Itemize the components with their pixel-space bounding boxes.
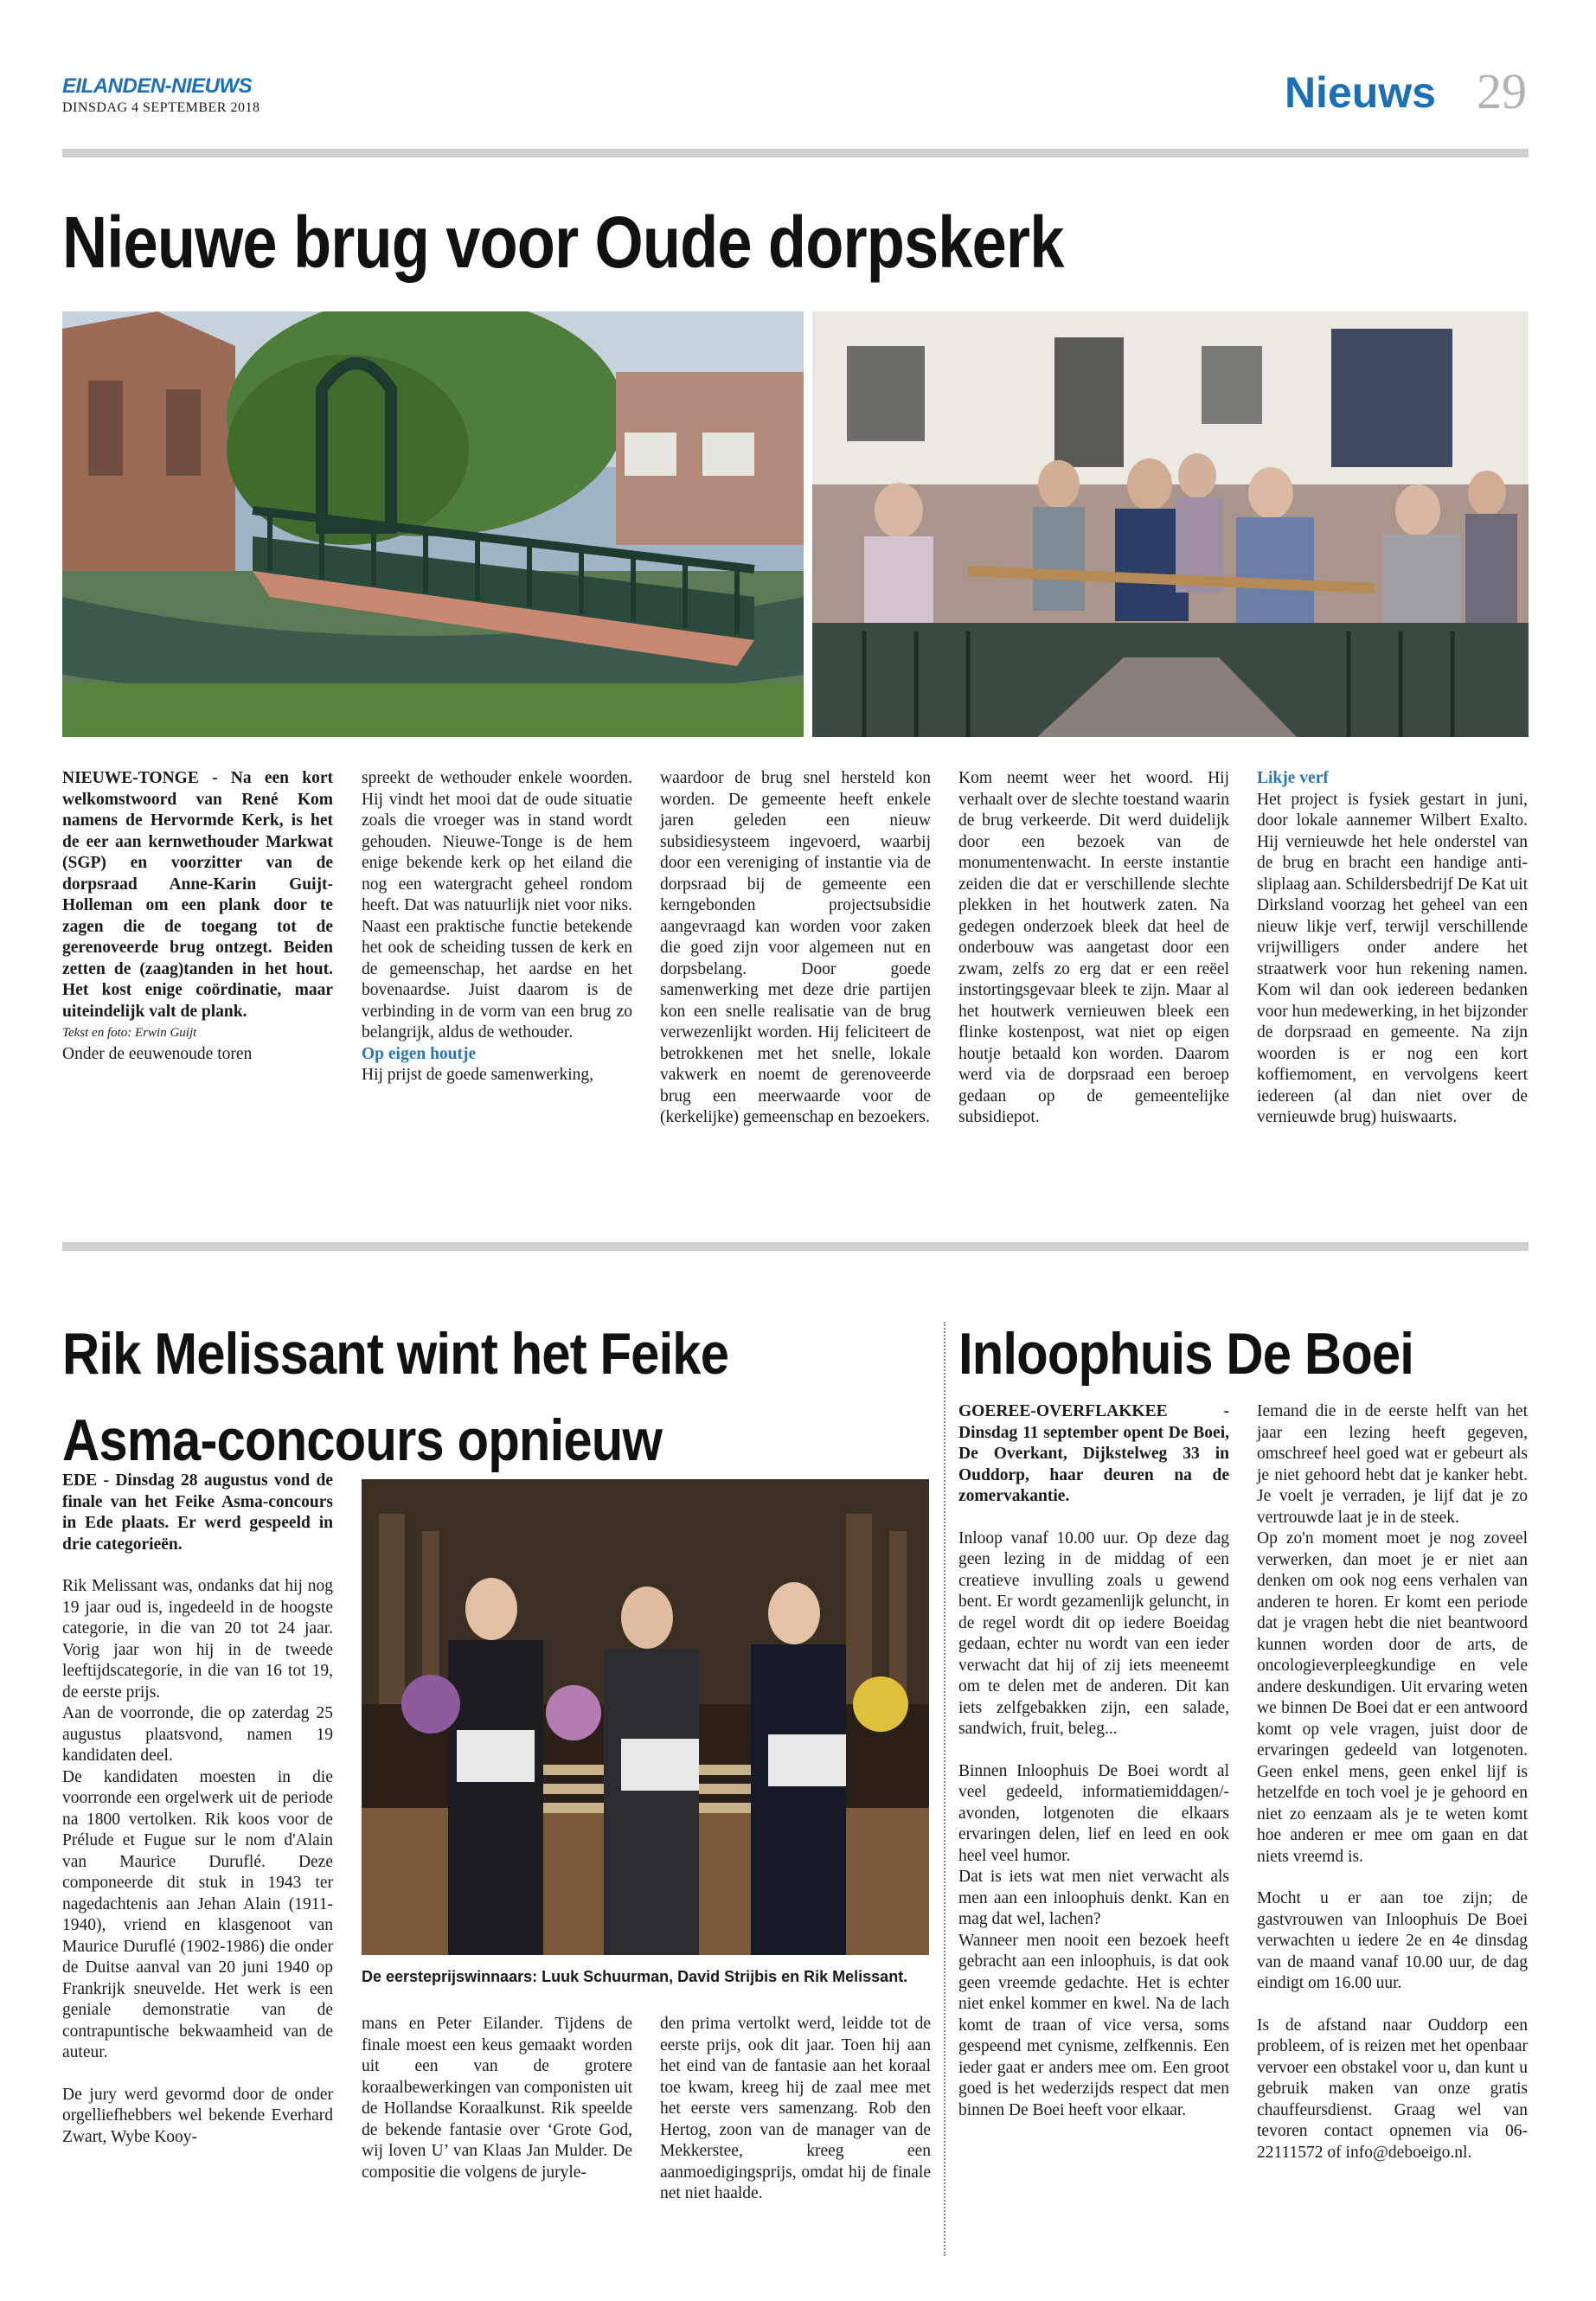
article2-p3: De kandidaten moesten in die voorronde een orgelwerk uit de periode na 1800 vertolken. Rik koos voor de Prélude et Fugue sur le nom d'Alain van Maurice Duruflé. Deze componeerde dit stuk in 1943 ter nagedachtenis aan Jehan Alain (1911-1940), vriend en klasgenoot van Maurice Duruflé (1902-1986) die onder de Duitse aanval van 20 juni 1940 op Frankrijk sneuvelde. Het werk is een geniale demonstratie van de contrapuntische bekwaamheid van de auteur. [62, 1767, 333, 2061]
article1-lead: NIEUWE-TONGE - Na een kort welkomstwoord van René Kom namens de Hervormde Kerk, is het de eer aan kernwethouder Markwat (SGP) en voorzitter van de dorpsraad Anne-Karin Guijt-Holleman om een plank door te zagen die de toegang tot de gerenoveerde brug ontzegt. Beiden zetten de (zaag)tanden in het hout. Het kost enige coördinatie, maar uiteindelijk valt de plank. [62, 769, 333, 1021]
article3-p3: Dat is iets wat men niet verwacht als men aan een inloophuis denkt. Kan en mag dat wel, lachen? [958, 1868, 1229, 1928]
ceremony-photo [812, 311, 1529, 737]
article3-column-2 [1257, 1401, 1528, 2163]
article2-col3-text: den prima vertolkt werd, leidde tot de eerste prijs, ook dit jaar. Toen hij aan het eind van de fantasie aan het koraal toe kwam, kreeg hij de zaal mee met het eerste vers samenzang. Rob den Hertog, zoon van de manager van de Mekkerstee, kreeg een aanmoedigingsprijs, omdat hij de finale net niet haalde. [660, 2015, 931, 2202]
article1-col2-text2: Hij prijst de goede samenwerking, [362, 1066, 594, 1084]
article3-p6: Op zo'n moment moet je nog zoveel verwerken, dan moet je er niet aan denken om ook nog eens verhalen van anderen te horen. Er komt een periode dat je vragen hebt die niet beantwoord kunnen worden door de arts, de oncologieverpleegkundige en vele andere deskundigen. Uit ervaring weten we binnen De Boei dat er een antwoord komt op vele vragen, juist door de ervaringen gedeeld van lotgenoten. Geen enkel mens, geen enkel lijf is hetzelfde en toch voel je je gehoord en niet zo eenzaam als je te weten komt hoe anderen er mee om gaan en dat niets vreemd is. [1257, 1529, 1528, 1866]
column-separator [944, 1322, 945, 2256]
article1-col1-text: Onder de eeuwenoude toren [62, 1044, 253, 1063]
article3-p1: Inloop vanaf 10.00 uur. Op deze dag geen lezing in de middag of een creatieve invulling zoals u gewend bent. Er wordt gezamenlijk geluncht, in de regel wordt dit op iedere Boeidag gedaan, echter nu wordt van een ieder verwacht dat hij of zij iets meeneemt om te delen met de anderen. Dit kan iets zelfgebakken zijn, een salade, sandwich, fruit, beleg... [958, 1529, 1229, 1738]
publication-date: DINSDAG 4 SEPTEMBER 2018 [62, 100, 260, 115]
article3-lead: GOEREE-OVERFLAKKEE - Dinsdag 11 september opent De Boei, De Overkant, Dijkstelweg 33 in Ouddorp, haar deuren na de zomervakantie. [958, 1402, 1229, 1505]
article3-p7: Mocht u er aan toe zijn; de gastvrouwen van Inloophuis De Boei verwachten u iedere 2e en 4e dinsdag van de maand vanaf 10.00 uur, de dag eindigt om 16.00 uur. [1257, 1889, 1528, 1992]
article2-p2: Aan de voorronde, die op zaterdag 25 augustus plaatsvond, namen 19 kandidaten deel. [62, 1704, 333, 1765]
article2-column-3 [660, 2014, 931, 2205]
article3-p2: Binnen Inloophuis De Boei wordt al veel gedeeld, informatiemiddagen/-avonden, lotgenoten die elkaars ervaringen delen, lief en leed en ook heel veel humor. [958, 1761, 1229, 1865]
article3-p8: Is de afstand naar Ouddorp een probleem, of is reizen met het openbaar vervoer een obstakel voor u, dan kunt u gebruik maken van onze gratis chauffeursdienst. Graag wel van tevoren contact opnemen via 06-22111572 of info@deboeigo.nl. [1257, 2016, 1528, 2162]
article1-column-1 [62, 768, 333, 1065]
page-number: 29 [1477, 63, 1527, 119]
article3-p4: Wanneer men nooit een bezoek heeft gebracht aan een inloophuis, is dat ook geen vreemde gedachte. Het is echter niet enkel kommer en kwel. Na de lach komt de traan of vice versa, soms gespeend met cynisme, zelfkennis. Een ieder gaat er anders mee om. Een groot goed is het wederzijds respect dat men binnen De Boei heeft voor elkaar. [958, 1931, 1229, 2119]
bridge-photo [62, 311, 804, 737]
article1-col5-text: Het project is fysiek gestart in juni, door lokale aannemer Wilbert Exalto. Hij vernieuwde het hele onderstel van de brug en bracht een handige anti-sliplaag aan. Schildersbedrijf De Kat uit Dirksland voorzag het geheel van een nieuw likje verf, terwijl verschillende vrijwilligers onder andere het straatwerk voor hun rekening namen. Kom wil dan ook iedereen bedanken voor hun medewerking, in het bijzonder de dorpsraad en gemeente. Na zijn woorden is er nog een kort koffiemoment, en vervolgens keert iedereen (al dan niet over de vernieuwde brug) huiswaarts. [1257, 790, 1528, 1126]
header-rule [62, 149, 1529, 157]
article1-headline: Nieuwe brug voor Oude dorpskerk [62, 202, 1064, 283]
article2-column-2 [362, 2014, 632, 2183]
article1-column-2 [362, 768, 632, 1086]
article1-subhead-houtje: Op eigen houtje [362, 1044, 477, 1063]
article1-col3-text: waardoor de brug snel hersteld kon worden. De gemeente heeft enkele jaren geleden een nieuw subsidiesysteem ingevoerd, waarbij door een vereniging of instantie via de dorpsraad bij de gemeente een kerngebonden projectsubsidie aangevraagd kan worden voor zaken die goed zijn voor algemeen nut en dorpsbelang. Door goede samenwerking met deze drie partijen kon een snelle realisatie van de brug verwezenlijkt worden. Hij feliciteert de betrokkenen met het snelle, lokale vakwerk en noemt de gerenoveerde brug een meerwaarde voor de (kerkelijke) gemeenschap en bezoekers. [660, 769, 931, 1126]
article2-col2-text: mans en Peter Eilander. Tijdens de finale moest een keus gemaakt worden uit een van de grotere koraalbewerkingen van componisten uit de Hollandse Koraalkunst. Rik speelde de bekende fantasie over ‘Grote God, wij loven U’ van Klaas Jan Mulder. De compositie die volgens de juryle- [362, 2015, 632, 2182]
article3-column-1 [958, 1401, 1229, 2121]
article1-col4-text: Kom neemt weer het woord. Hij verhaalt over de slechte toestand waarin de brug verkeerde. Dit werd duidelijk door een bezoek van de monumentenwacht. In eerste instantie zeiden die dat er verschillende slechte plekken in het houtwerk zaten. Na gedegen onderzoek bleek dat heel de onderbouw was aangetast door een zwam, zelfs zo erg dat er een reëel instortingsgevaar bleek te zijn. Maar al het houtwerk vernieuwen bleek een flinke kostenpost, wat niet op eigen houtje betaald kon worden. Daarom werd via de dorpsraad een beroep gedaan op de gemeentelijke subsidiepot. [958, 769, 1229, 1126]
article1-subhead-verf: Likje verf [1257, 769, 1329, 787]
article2-headline [62, 1311, 728, 1484]
article2-headline-line2: Asma-concours opnieuw [62, 1407, 663, 1473]
article1-credit: Tekst en foto: Erwin Guijt [62, 1026, 197, 1040]
article1-column-4 [958, 768, 1229, 1129]
section-divider [62, 1242, 1529, 1251]
article3-headline: Inloophuis De Boei [958, 1321, 1414, 1387]
article3-p5: Iemand die in de eerste helft van het jaar een lezing heeft gegeven, omschreef heel goed wat er gebeurt als je niet gehoord hebt dat je kanker hebt. Je voelt je verraden, je lijf dat je zo vertrouwde laat je in de steek. [1257, 1402, 1528, 1527]
article1-column-3 [660, 768, 931, 1129]
article2-column-1 [62, 1471, 333, 2148]
article1-col2-text: spreekt de wethouder enkele woorden. Hij vindt het mooi dat de oude situatie zoals die vroeger was in stand wordt gehouden. Nieuwe-Tonge is de hem enige bekende kerk op het eiland die nog een watergracht geheel rondom heeft. Dat was natuurlijk niet voor niks. Naast een praktische functie betekende het ook de scheiding tussen de kerk en de gemeenschap, het aardse en het bovenaardse. Juist daarom is de verbinding in de vorm van een brug zo belangrijk, aldus de wethouder. [362, 769, 632, 1042]
masthead-logo: EILANDEN-NIEUWS [62, 74, 253, 98]
section-title: Nieuws [1284, 68, 1436, 117]
winners-photo-caption: De eersteprijswinnaars: Luuk Schuurman, David Strijbis en Rik Melissant. [362, 1968, 908, 1985]
winners-photo [362, 1479, 929, 1955]
article1-column-5 [1257, 768, 1528, 1129]
article2-p4: De jury werd gevormd door de onder orgelliefhebbers wel bekende Everhard Zwart, Wybe Kooy- [62, 2085, 333, 2146]
article2-lead: EDE - Dinsdag 28 augustus vond de finale van het Feike Asma-concours in Ede plaats. Er werd gespeeld in drie categorieën. [62, 1471, 333, 1554]
article2-p1: Rik Melissant was, ondanks dat hij nog 19 jaar oud is, ingedeeld in de hoogste categorie, in die van 20 tot 24 jaar. Vorig jaar won hij in de tweede leeftijdscategorie, in die van 16 tot 19, de eerste prijs. [62, 1577, 333, 1702]
article2-headline-line1: Rik Melissant wint het Feike [62, 1321, 729, 1387]
